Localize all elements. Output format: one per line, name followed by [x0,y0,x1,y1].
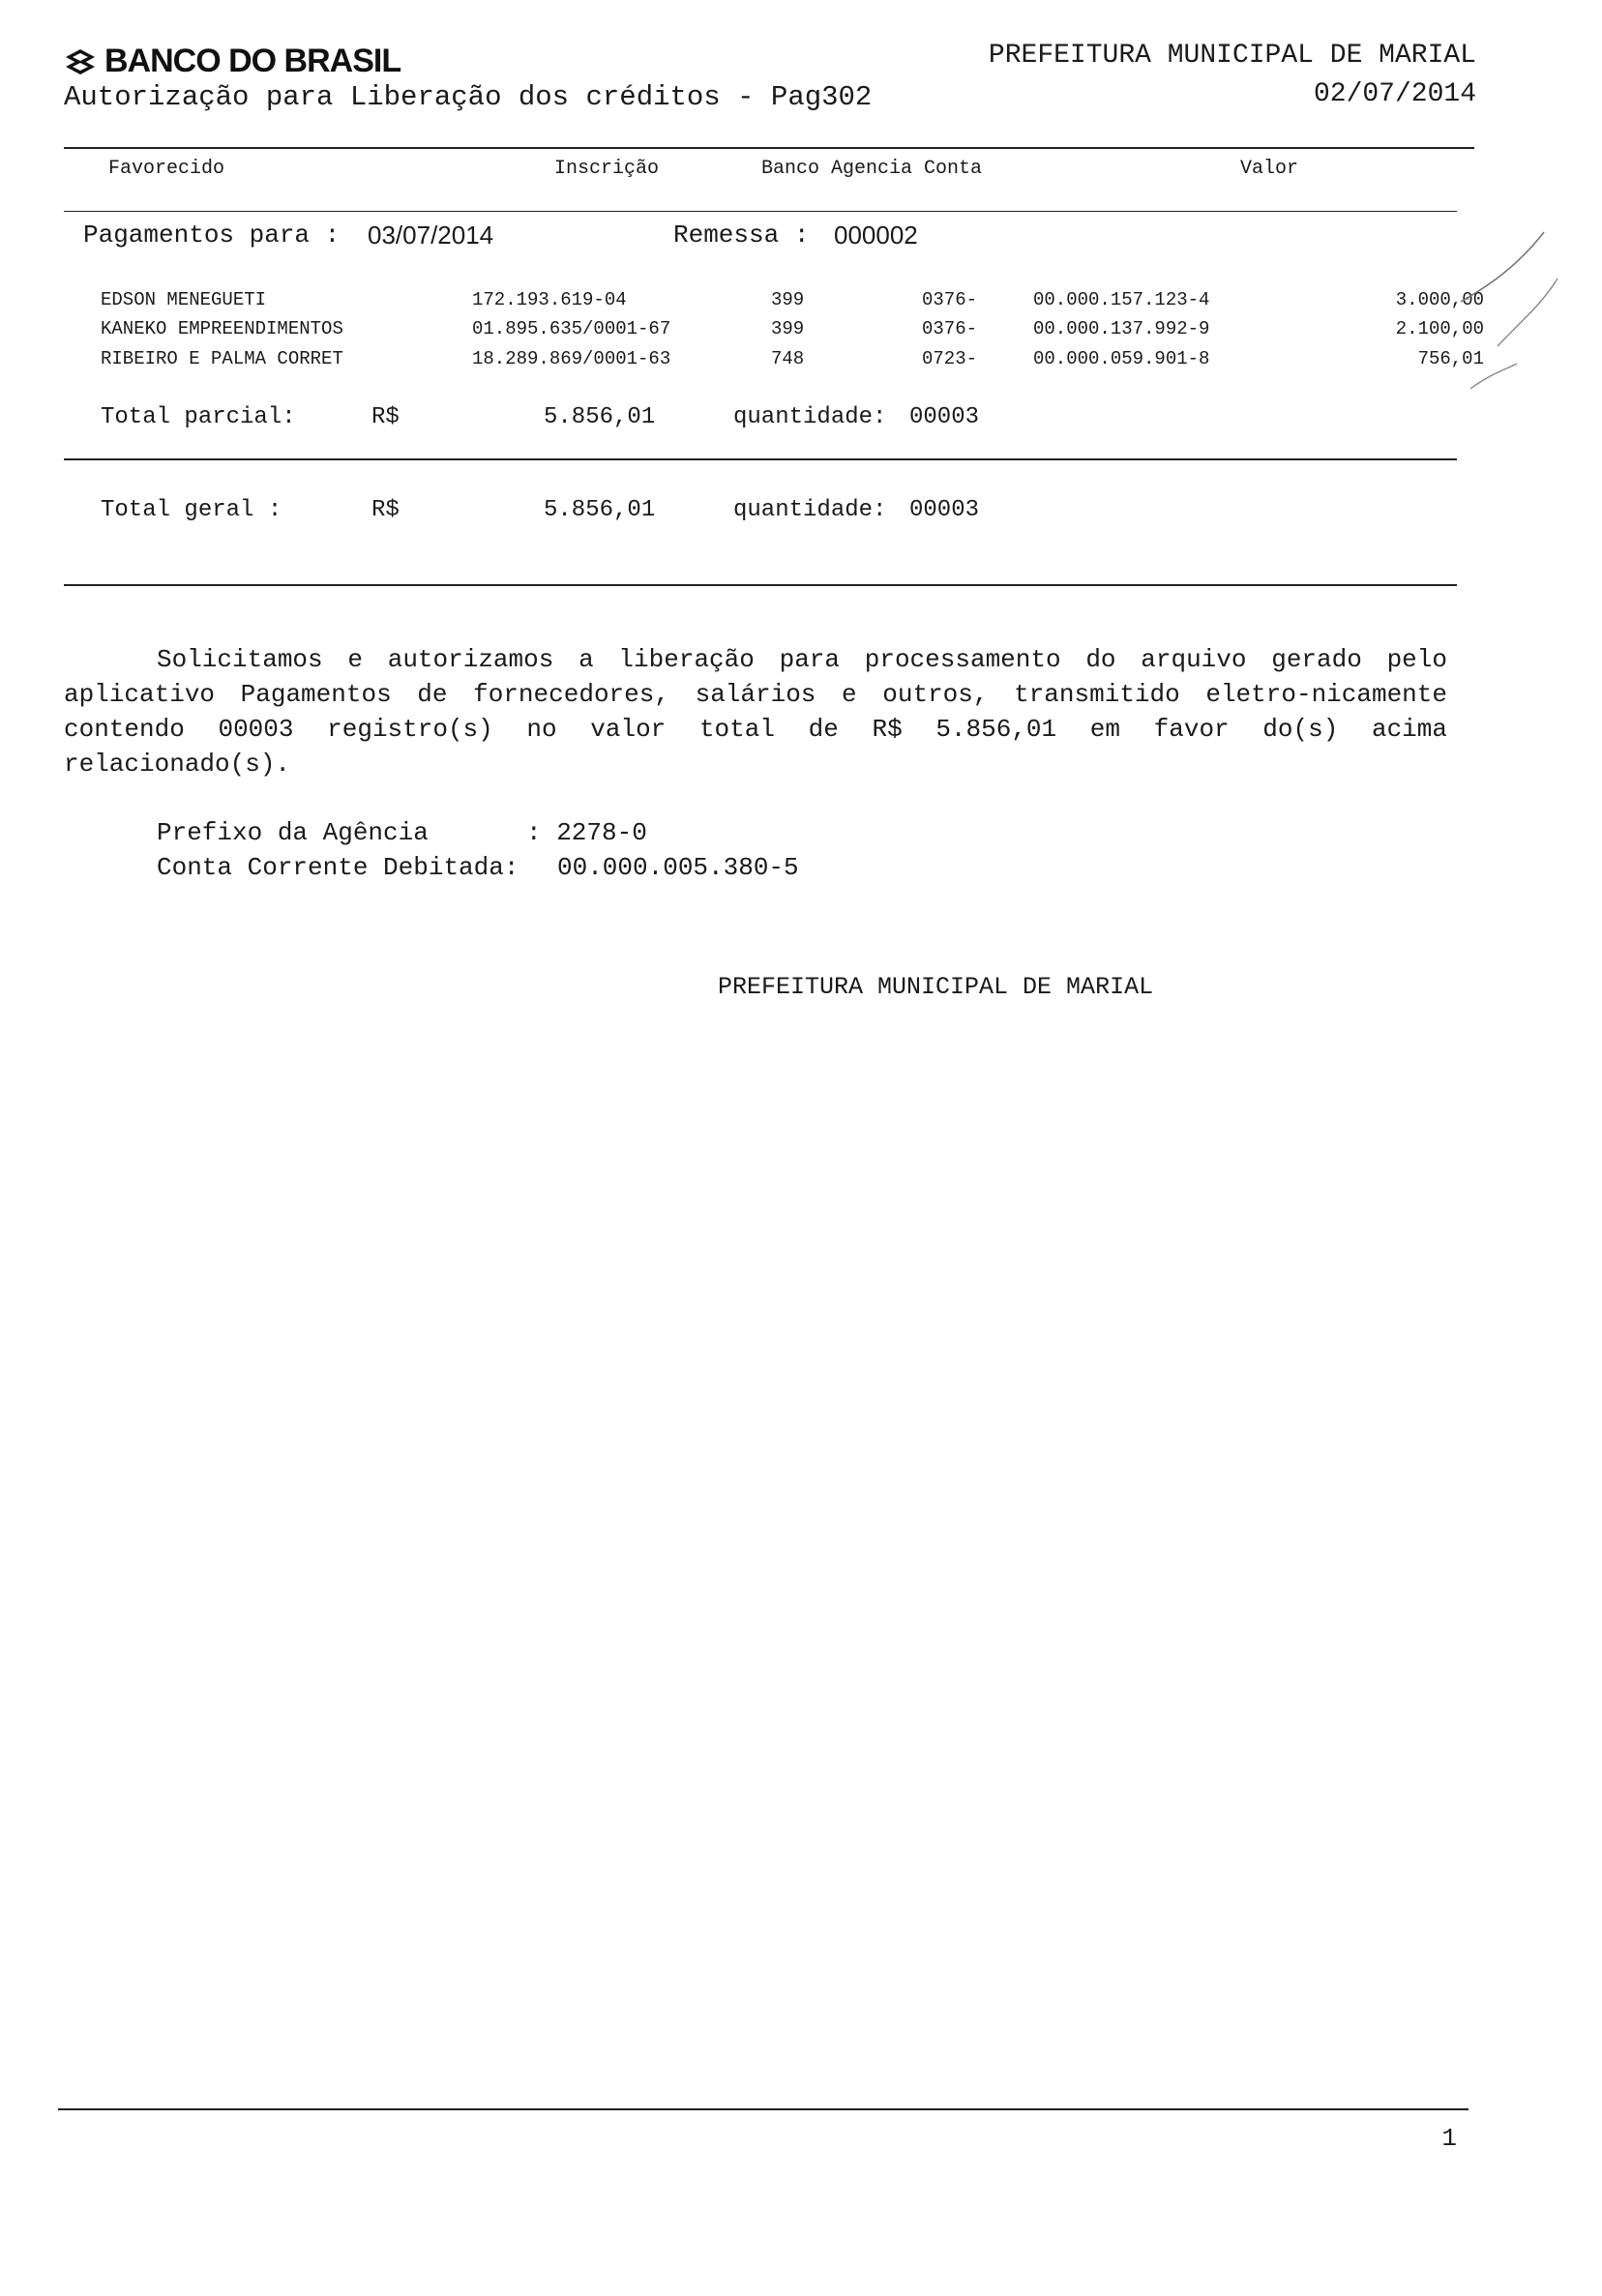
header-organization: PREFEITURA MUNICIPAL DE MARIAL [988,41,1476,71]
row-banco: 748 [771,348,805,369]
total-parcial-label: Total parcial: [101,404,296,430]
column-header-favorecido: Favorecido [108,158,225,180]
row-valor: 2.100,00 [1395,318,1484,339]
conta-corrente-value: 00.000.005.380-5 [557,853,799,882]
document-title: Autorização para Liberação dos créditos - Pag302 [64,81,873,113]
total-geral-quantidade-value: 00003 [909,497,980,523]
row-favorecido: KANEKO EMPREENDIMENTOS [101,318,343,339]
authorization-paragraph [64,642,1447,781]
total-geral-rule [64,584,1457,586]
remessa-value: 000002 [834,221,918,250]
column-header-inscricao: Inscrição [554,158,660,180]
row-agencia: 0376- [922,289,978,310]
row-banco: 399 [771,289,805,310]
prefixo-agencia-value: : 2278-0 [526,818,647,847]
total-parcial-currency: R$ [371,404,400,430]
column-header-rule [64,211,1457,212]
remessa-label: Remessa : [673,221,810,250]
row-conta: 00.000.157.123-4 [1033,289,1210,310]
bank-logo [64,43,400,80]
column-header-banco-agencia-conta: Banco Agencia Conta [761,158,983,180]
total-geral-label: Total geral : [101,497,282,523]
authorization-text: Solicitamos e autorizamos a liberação para processamento do arquivo gerado pelo aplicativo Pagamentos de fornecedores, salários e outros, transmitido eletro-nicamente contendo 00003 registro(s) no valor total de R$ 5.856,01 em favor do(s) acima relacionado(s). [64,645,1447,779]
header-date: 02/07/2014 [1313,79,1476,109]
total-geral-value: 5.856,01 [544,497,656,523]
row-favorecido: RIBEIRO E PALMA CORRET [101,348,343,369]
footer-rule [58,2108,1468,2110]
row-favorecido: EDSON MENEGUETI [101,289,267,310]
row-conta: 00.000.059.901-8 [1033,348,1210,369]
page-number: 1 [1441,2124,1457,2153]
row-inscricao: 18.289.869/0001-63 [472,348,671,369]
total-parcial-rule [64,458,1457,460]
signature-organization: PREFEITURA MUNICIPAL DE MARIAL [718,973,1154,1001]
row-valor: 756,01 [1417,348,1484,369]
total-parcial-quantidade-value: 00003 [909,404,980,430]
row-inscricao: 01.895.635/0001-67 [472,318,671,339]
banco-do-brasil-logo-icon [64,47,97,76]
row-inscricao: 172.193.619-04 [472,289,627,310]
handwritten-check-marks [1459,228,1565,393]
bank-logo-text: BANCO DO BRASIL [104,43,401,79]
pagamentos-date: 03/07/2014 [368,221,494,250]
row-valor: 3.000,00 [1395,289,1484,310]
conta-corrente-label: Conta Corrente Debitada: [157,853,519,882]
row-conta: 00.000.137.992-9 [1033,318,1210,339]
pagamentos-label: Pagamentos para : [83,221,341,250]
row-agencia: 0723- [922,348,978,369]
row-banco: 399 [771,318,805,339]
total-geral-quantidade-label: quantidade: [733,497,887,523]
row-agencia: 0376- [922,318,978,339]
total-parcial-quantidade-label: quantidade: [733,404,887,430]
header-rule [64,147,1474,149]
total-geral-currency: R$ [371,497,400,523]
column-header-valor: Valor [1240,158,1299,180]
total-parcial-value: 5.856,01 [544,404,656,430]
prefixo-agencia-label: Prefixo da Agência [157,818,429,847]
